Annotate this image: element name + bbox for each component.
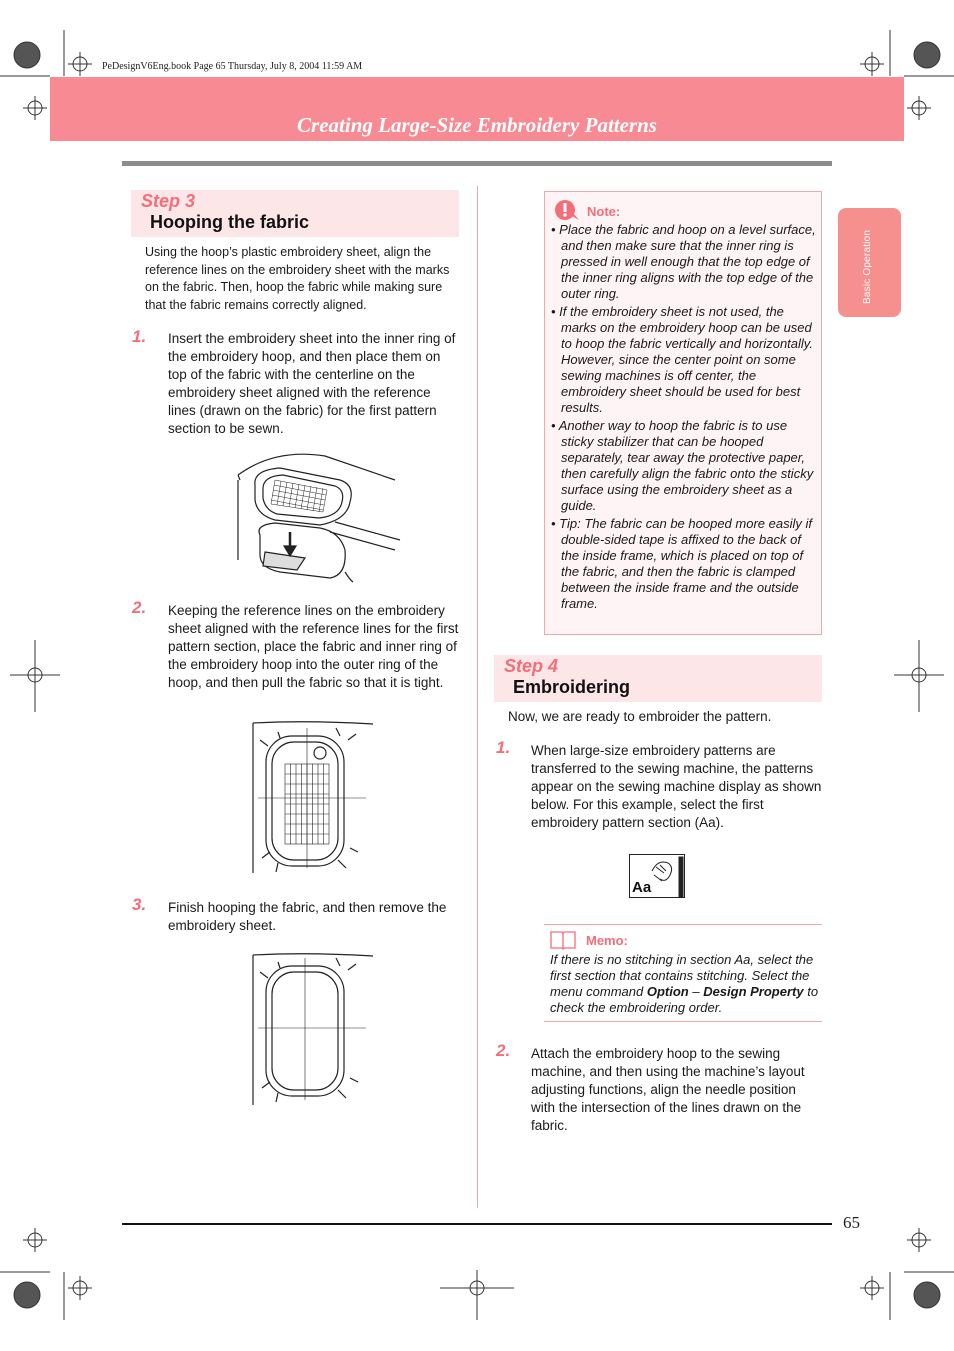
- step3-item1-number: 1.: [132, 327, 147, 346]
- step3-item2-number: 2.: [132, 598, 147, 617]
- header-banner: [50, 77, 904, 141]
- step4-item1-text: When large-size embroidery patterns are transferred to the sewing machine, the patterns appear on the sewing machine display as shown below. For this example, select the first embroidery pattern section (Aa).: [531, 743, 822, 830]
- note-box: [544, 191, 822, 635]
- step4-label: Step 4: [504, 656, 559, 676]
- note-heading: Note:: [587, 204, 621, 219]
- page-number: 65: [843, 1213, 860, 1232]
- note-body: [551, 222, 819, 612]
- memo-top-rule: [544, 924, 822, 925]
- column-divider: [477, 186, 478, 1208]
- step3-item3-text: Finish hooping the fabric, and then remove the embroidery sheet.: [168, 900, 447, 933]
- pattern-section-label: Aa: [632, 879, 652, 896]
- step4-item1-number: 1.: [496, 738, 511, 757]
- illustration-insert-sheet-icon: [235, 440, 455, 590]
- memo-text-before: If there is no stitching in section Aa, select the first section that contains stitching. Select the menu command: [550, 952, 814, 999]
- note-bullet: • Tip: The fabric can be hooped more easily if double-sided tape is affixed to the back of the inside frame, which is placed on top of the fabric, and then the fabric is clamped between the inside frame and the outside frame.: [551, 516, 812, 611]
- step4-intro: Now, we are ready to embroider the pattern.: [508, 709, 772, 724]
- step3-header: [131, 190, 459, 237]
- illustration-hooped-fabric-icon: [248, 950, 378, 1110]
- step4-item2-text: Attach the embroidery hoop to the sewing machine, and then using the machine’s layout adjusting functions, align the needle position with the intersection of the lines drawn on the fabric.: [531, 1046, 805, 1133]
- memo-separator: –: [688, 984, 704, 999]
- step3-item2-text: Keeping the reference lines on the embroidery sheet aligned with the reference lines for the first pattern section, place the fabric and inner ring of the embroidery hoop into the outer ring of the hoop, and then pull the fabric so that it is tight.: [168, 603, 459, 690]
- step3-item1-text: Insert the embroidery sheet into the inner ring of the embroidery hoop, and then place them on top of the fabric with the centerline on the embroidery sheet aligned with the reference lines (drawn on the fabric) for the first pattern section to be sewn.: [168, 331, 456, 436]
- header-rule: [122, 161, 832, 166]
- step4-title: Embroidering: [513, 677, 631, 697]
- pattern-section-icon: [629, 854, 685, 898]
- illustration-hoop-with-sheet-icon: [248, 718, 378, 878]
- side-tab-label: Basic Operation: [862, 229, 873, 304]
- note-bullet: • Another way to hoop the fabric is to use sticky stabilizer that can be hooped separately, tear away the protective paper, then carefully align the fabric onto the sticky surface using the embroidery sheet as a guide.: [551, 418, 814, 513]
- memo-heading: Memo:: [586, 933, 628, 948]
- memo-bottom-rule: [544, 1021, 822, 1022]
- warning-icon: [553, 198, 581, 222]
- side-tab: [838, 208, 901, 317]
- step3-label: Step 3: [141, 191, 196, 211]
- step3-intro: Using the hoop’s plastic embroidery sheet, align the reference lines on the embroidery sheet with the marks on the fabric. Then, hoop the fabric while making sure that the fabric remains correctly aligned.: [145, 245, 450, 312]
- note-bullet: • Place the fabric and hoop on a level surface, and then make sure that the inner ring is pressed in well enough that the top edge of the inner ring aligns with the top edge of the outer ring.: [551, 222, 816, 301]
- footer-rule: [122, 1223, 832, 1225]
- note-bullet: • If the embroidery sheet is not used, the marks on the embroidery hoop can be used to hoop the fabric vertically and horizontally.: [551, 304, 813, 351]
- memo-command-design-property: Design Property: [703, 984, 804, 999]
- step3-title: Hooping the fabric: [150, 212, 309, 232]
- step4-header: [494, 655, 822, 702]
- note-bullet-text: Tip: The fabric can be hooped more easily if double-sided tape is affixed to the back of the inside frame, which is placed on top of the fabric, and then the fabric is clamped between the inside frame and the outside frame.: [559, 516, 812, 611]
- note-bullet-text: Another way to hoop the fabric is to use sticky stabilizer that can be hooped separately, tear away the protective paper, then carefully align the fabric onto the sticky surface using the embroidery sheet as a guide.: [558, 418, 814, 513]
- print-info: PeDesignV6Eng.book Page 65 Thursday, July 8, 2004 11:59 AM: [102, 61, 363, 72]
- memo-text-after: to check the embroidering order.: [550, 984, 819, 1015]
- note-bullet-text: If the embroidery sheet is not used, the marks on the embroidery hoop can be used to hoop the fabric vertically and horizontally.: [559, 304, 813, 351]
- book-icon: [550, 930, 578, 950]
- step3-item3-number: 3.: [132, 895, 147, 914]
- note-continuation: However, since the center point on some sewing machines is off center, the embroidery sheet should be used for best results.: [561, 352, 801, 415]
- memo-command-option: Option: [646, 984, 689, 999]
- note-bullet-text: Place the fabric and hoop on a level surface, and then make sure that the inner ring is pressed in well enough that the top edge of the inner ring aligns with the top edge of the outer ring.: [559, 222, 816, 301]
- step4-item2-number: 2.: [496, 1041, 511, 1060]
- memo-body: [550, 952, 822, 1016]
- page-header-title: Creating Large-Size Embroidery Patterns: [297, 113, 657, 137]
